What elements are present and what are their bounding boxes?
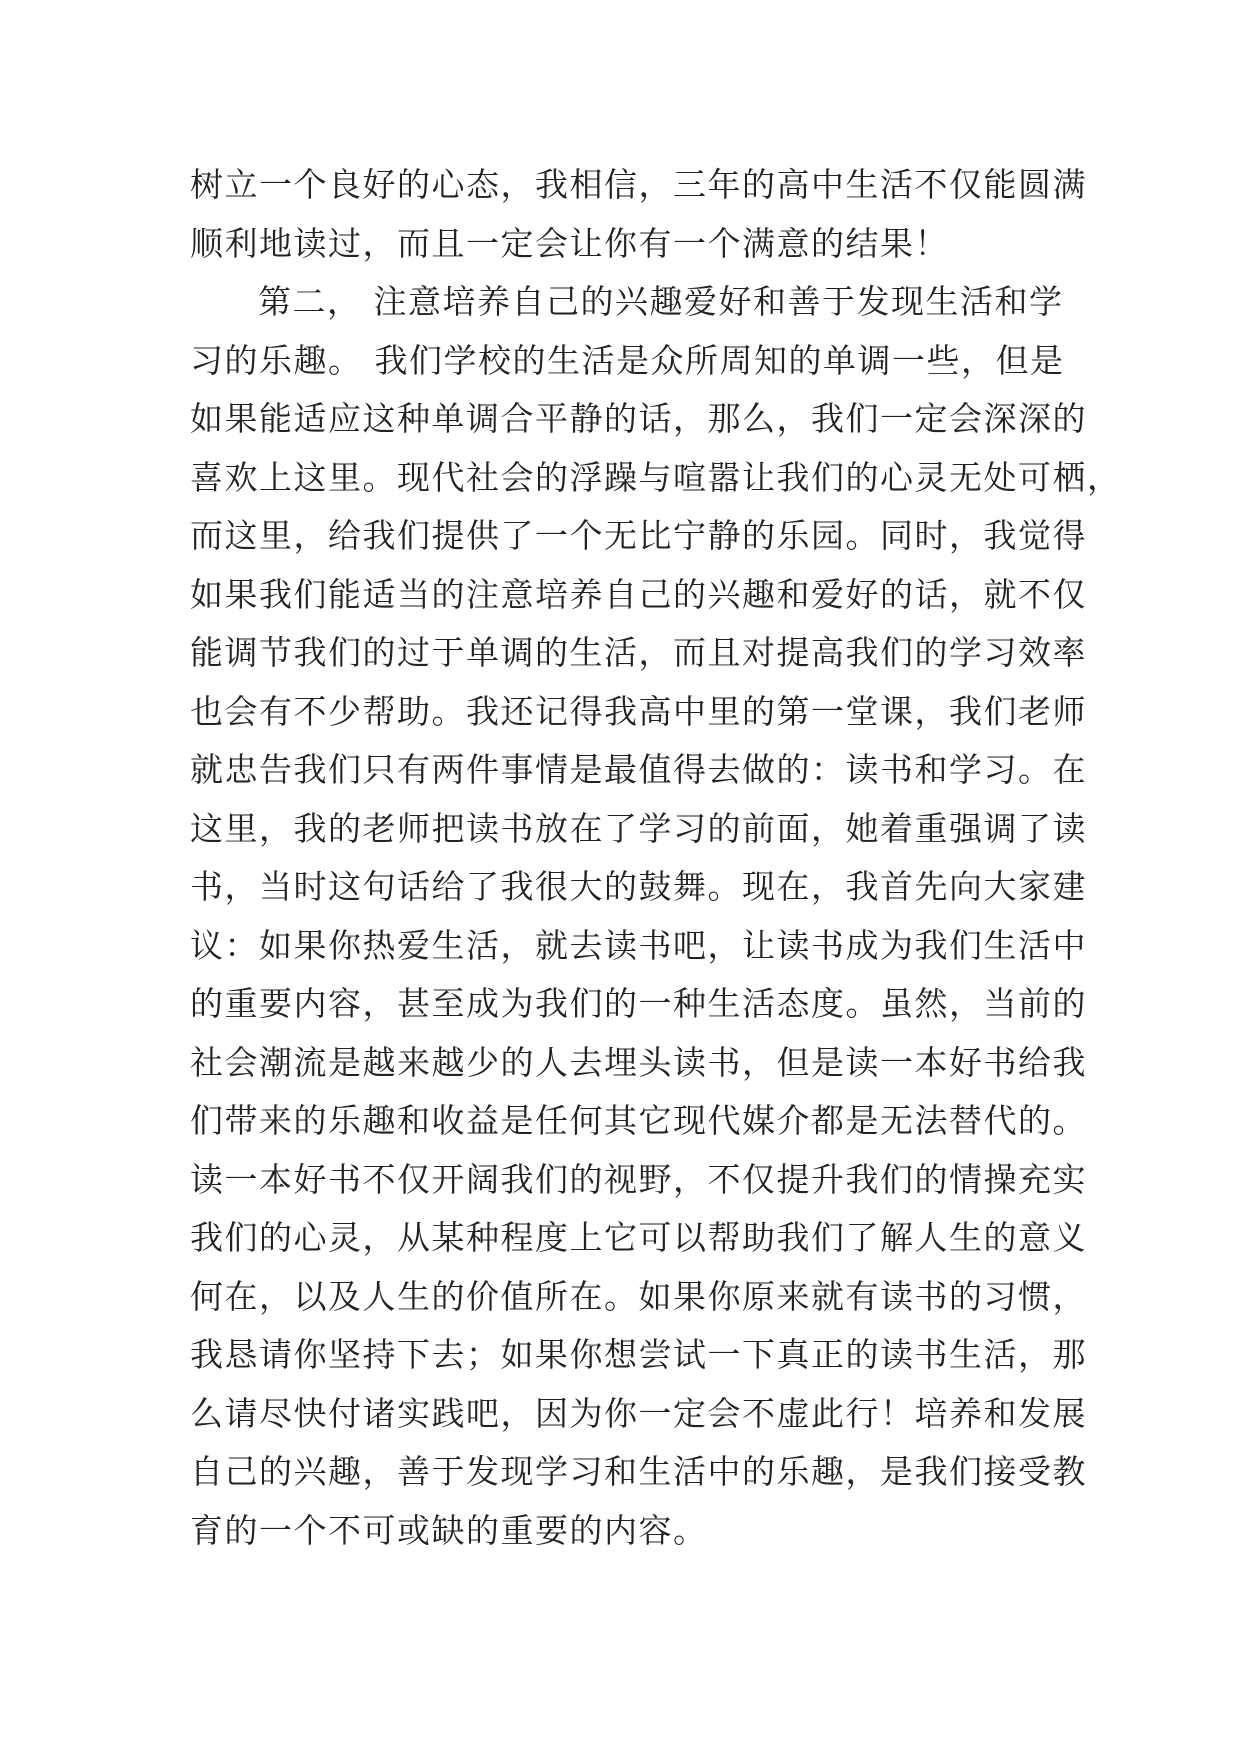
text-line: 何在，以及人生的价值所在。如果你原来就有读书的习惯， <box>190 1276 1087 1316</box>
text-line: 我们的心灵，从某种程度上它可以帮助我们了解人生的意义 <box>190 1218 1087 1257</box>
text-line: 议：如果你热爱生活，就去读书吧，让读书成为我们生活中 <box>190 925 1087 965</box>
text-line: 树立一个良好的心态，我相信，三年的高中生活不仅能圆满 <box>190 165 1087 204</box>
text-line: 育的一个不可或缺的重要的内容。 <box>190 1510 708 1550</box>
paragraph-first-line: 第二， 注意培养自己的兴趣爱好和善于发现生活和学 <box>258 282 1064 321</box>
text-line: 喜欢上这里。现代社会的浮躁与喧嚣让我们的心灵无处可栖， <box>190 457 1122 497</box>
text-line: 我恳请你坚持下去；如果你想尝试一下真正的读书生活，那 <box>190 1335 1087 1374</box>
text-line: 习的乐趣。 我们学校的生活是众所周知的单调一些，但是 <box>190 340 1065 380</box>
text-line: 这里，我的老师把读书放在了学习的前面，她着重强调了读 <box>190 808 1087 848</box>
document-body <box>190 156 1122 1560</box>
text-line: 而这里，给我们提供了一个无比宁静的乐园。同时，我觉得 <box>190 516 1087 555</box>
text-line: 能调节我们的过于单调的生活，而且对提高我们的学习效率 <box>190 633 1087 672</box>
text-line: 的重要内容，甚至成为我们的一种生活态度。虽然，当前的 <box>190 984 1087 1023</box>
text-line: 就忠告我们只有两件事情是最值得去做的：读书和学习。在 <box>190 750 1087 789</box>
text-line: 自己的兴趣，善于发现学习和生活中的乐趣，是我们接受教 <box>190 1452 1087 1491</box>
text-line: 读一本好书不仅开阔我们的视野，不仅提升我们的情操充实 <box>190 1159 1087 1199</box>
text-line: 么请尽快付诸实践吧，因为你一定会不虚此行！培养和发展 <box>190 1393 1087 1433</box>
text-line: 如果我们能适当的注意培养自己的兴趣和爱好的话，就不仅 <box>190 574 1087 614</box>
text-line: 如果能适应这种单调合平静的话，那么，我们一定会深深的 <box>190 399 1087 438</box>
text-line: 书，当时这句话给了我很大的鼓舞。现在，我首先向大家建 <box>190 867 1087 906</box>
text-line: 社会潮流是越来越少的人去埋头读书，但是读一本好书给我 <box>190 1042 1087 1082</box>
text-line: 也会有不少帮助。我还记得我高中里的第一堂课，我们老师 <box>190 691 1087 731</box>
text-line: 们带来的乐趣和收益是任何其它现代媒介都是无法替代的。 <box>190 1101 1087 1140</box>
text-line: 顺利地读过，而且一定会让你有一个满意的结果！ <box>190 223 949 263</box>
